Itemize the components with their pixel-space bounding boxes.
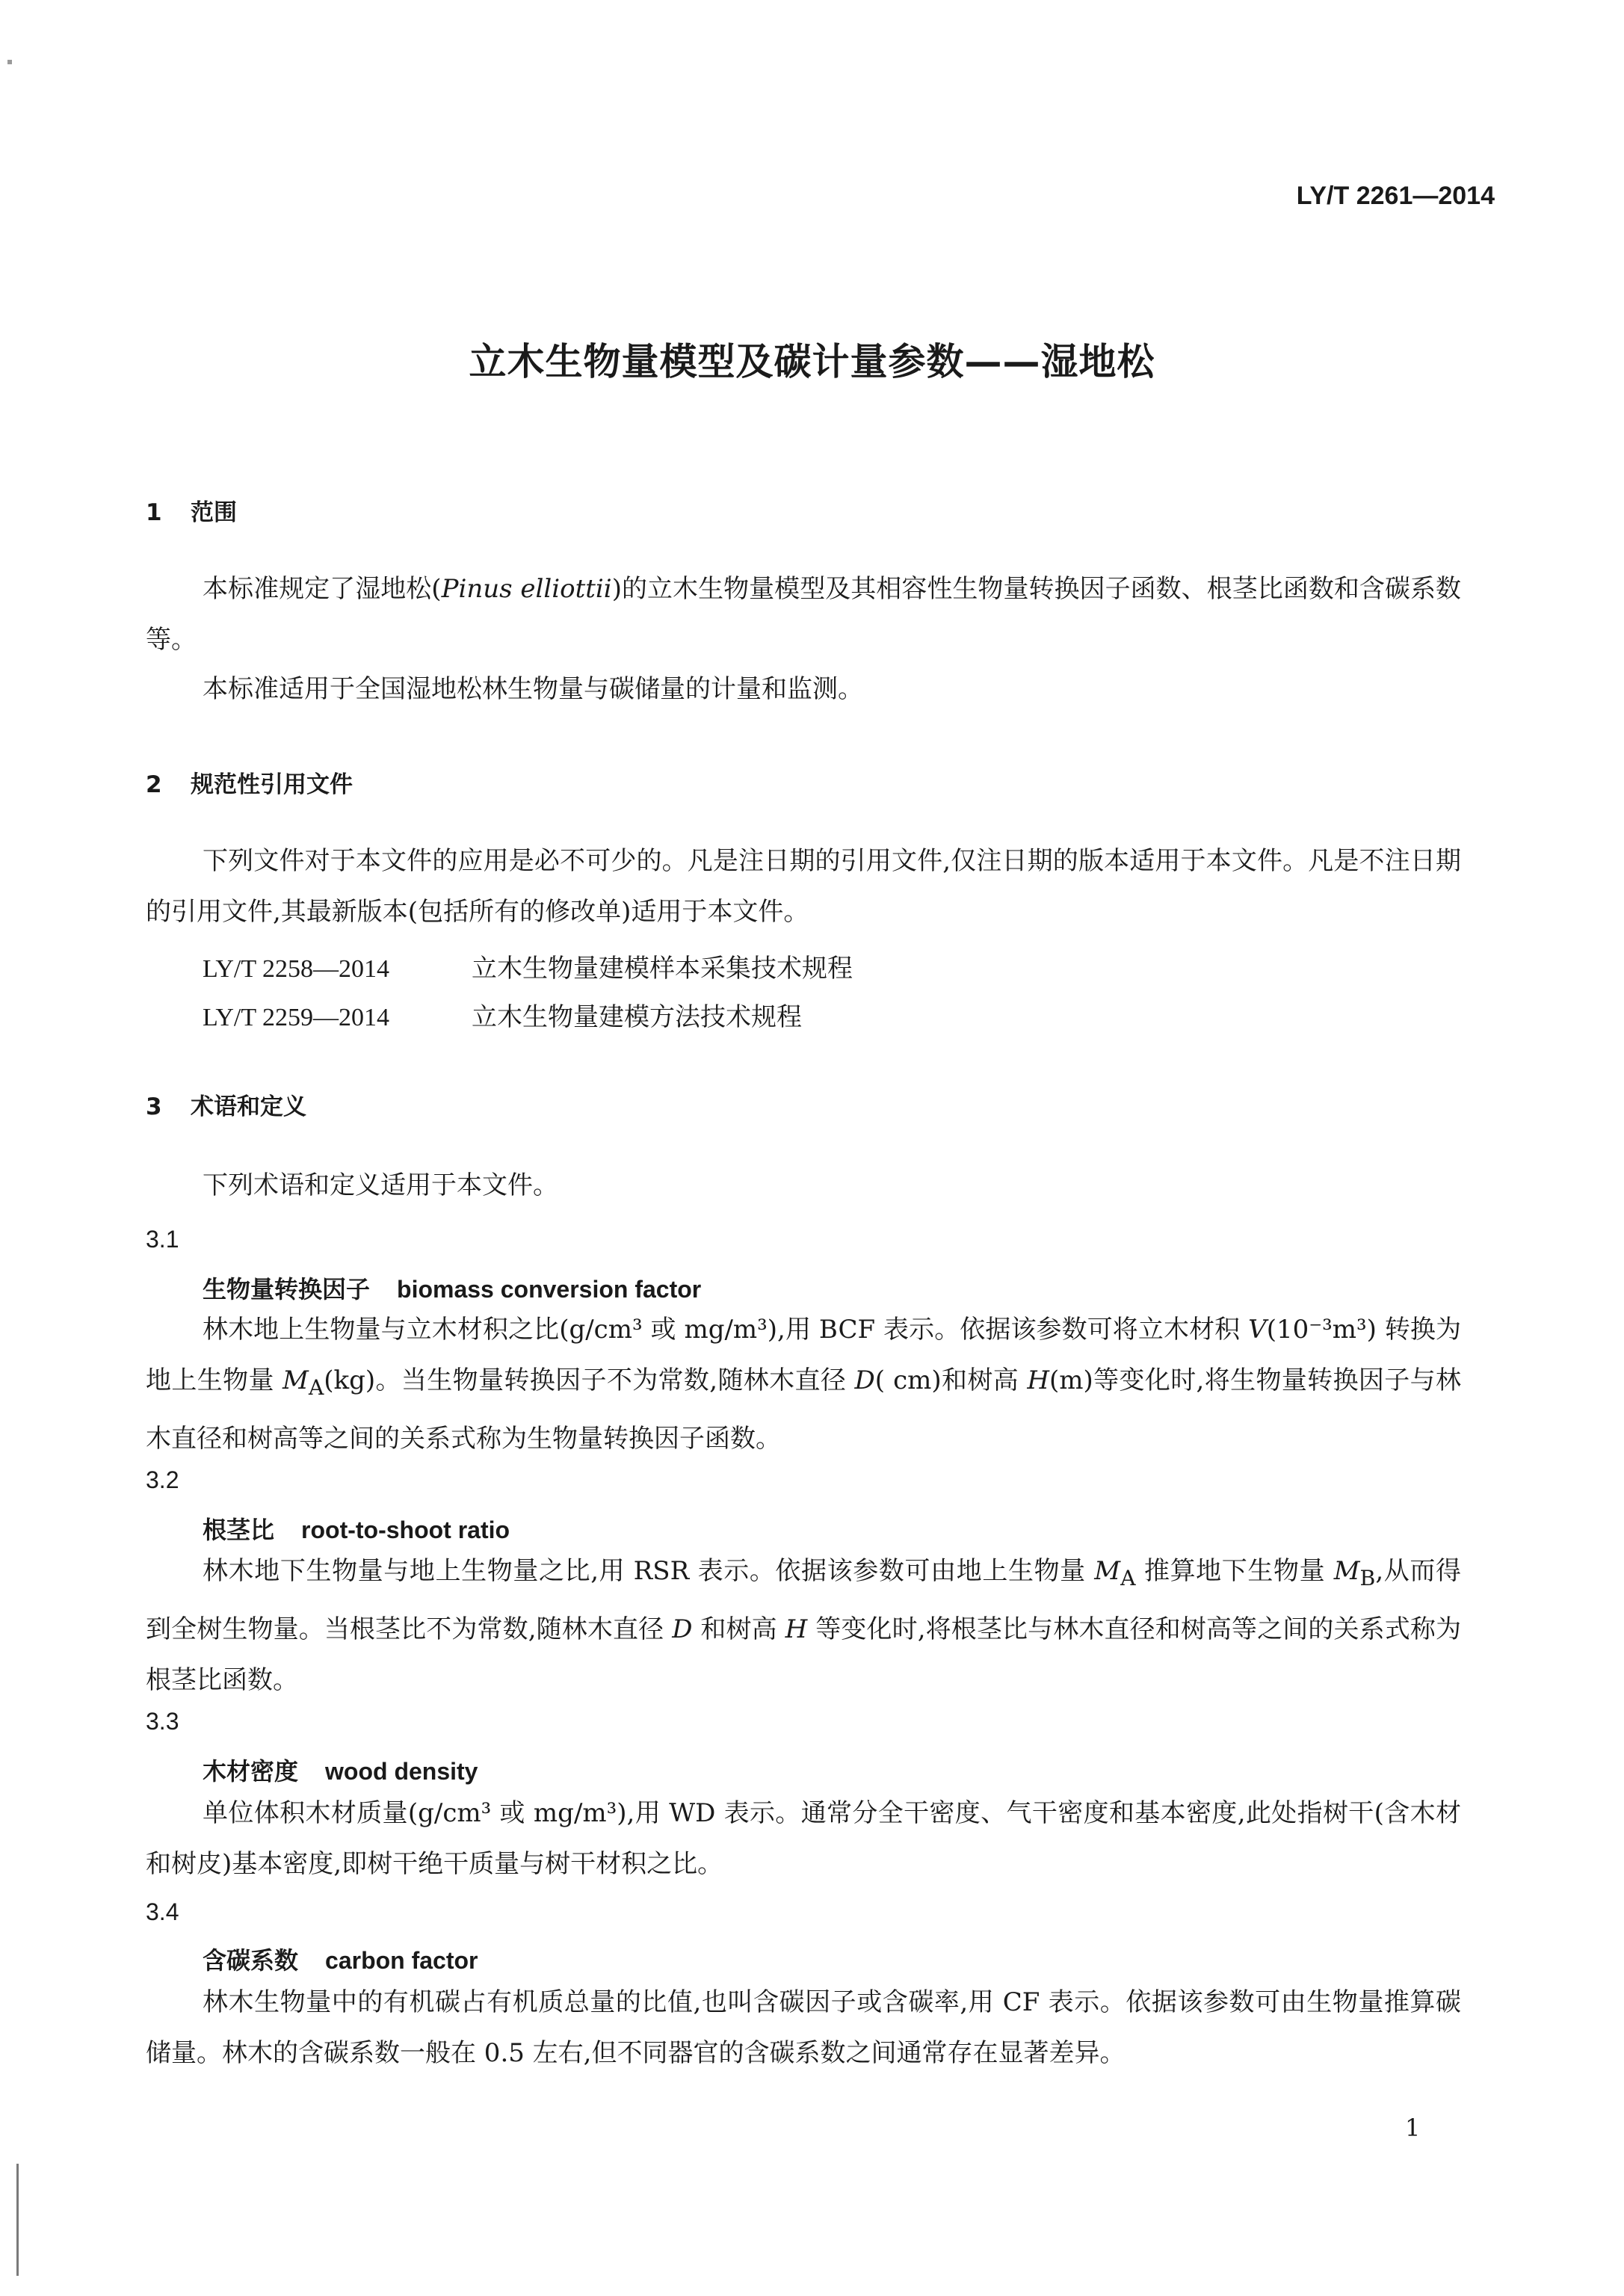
term-zh: 含碳系数 (203, 1946, 299, 1975)
scan-speck (7, 60, 12, 64)
section-number: 1 (146, 499, 162, 526)
section-1-paragraph-1: 本标准规定了湿地松(Pinus elliottii)的立木生物量模型及其相容性生物量转换因子函数、根茎比函数和含碳系数等。 (146, 574, 1462, 655)
document-title: 立木生物量模型及碳计量参数——湿地松 (469, 340, 1155, 383)
reference-title: 立木生物量建模方法技术规程 (472, 1002, 802, 1032)
reference-code: LY/T 2259—2014 (203, 1004, 390, 1031)
section-2-paragraph: 下列文件对于本文件的应用是必不可少的。凡是注日期的引用文件,仅注日期的版本适用于本文件。凡是不注日期的引用文件,其最新版本(包括所有的修改单)适用于本文件。 (146, 846, 1461, 927)
section-1-paragraph-2: 本标准适用于全国湿地松林生物量与碳储量的计量和监测。 (203, 674, 863, 704)
section-3-intro: 下列术语和定义适用于本文件。 (203, 1170, 558, 1200)
term-zh: 木材密度 (203, 1757, 299, 1786)
term-number: 3.1 (146, 1226, 179, 1253)
section-title: 范围 (191, 499, 237, 526)
term-heading (203, 1942, 478, 1976)
reference-title: 立木生物量建模样本采集技术规程 (472, 954, 853, 984)
section-2-heading (146, 765, 353, 799)
term-zh: 根茎比 (203, 1516, 275, 1544)
section-number: 3 (146, 1093, 162, 1120)
term-en: carbon factor (325, 1947, 478, 1974)
standard-code: LY/T 2261—2014 (1296, 182, 1495, 210)
term-definition: 单位体积木材质量(g/cm³ 或 mg/m³),用 WD 表示。通常分全干密度、气干密度和基本密度,此处指树干(含木材和树皮)基本密度,即树干绝干质量与树干材积之比。 (146, 1798, 1461, 1879)
term-en: wood density (325, 1758, 478, 1785)
section-number: 2 (146, 771, 162, 798)
term-en: biomass conversion factor (397, 1276, 702, 1303)
term-number: 3.2 (146, 1466, 179, 1493)
section-3-heading (146, 1087, 306, 1121)
term-number: 3.4 (146, 1898, 179, 1925)
term-zh: 生物量转换因子 (203, 1275, 371, 1303)
scan-edge-mark (16, 2164, 19, 2276)
term-heading (203, 1753, 478, 1787)
reference-item (203, 948, 853, 984)
term-definition: 林木生物量中的有机碳占有机质总量的比值,也叫含碳因子或含碳率,用 CF 表示。依据该参数可由生物量推算碳储量。林木的含碳系数一般在 0.5 左右,但不同器官的含碳系数之间通常存在显著差异。 (146, 1987, 1461, 2068)
term-heading (203, 1271, 701, 1305)
term-number: 3.3 (146, 1708, 179, 1735)
section-title: 术语和定义 (191, 1093, 306, 1120)
term-definition: 林木地下生物量与地上生物量之比,用 RSR 表示。依据该参数可由地上生物量 $M_A$ 推算地下生物量 $M_B$,从而得到全树生物量。当根茎比不为常数,随林木直径 D 和树高 H 等变化时,将根茎比与林木直径和树高等之间的关系式称为根茎比函数。 (146, 1556, 1461, 1695)
reference-item (203, 996, 802, 1033)
latin-species-name: Pinus elliottii (441, 574, 612, 604)
page-number: 1 (1405, 2114, 1421, 2142)
term-heading (203, 1511, 510, 1546)
term-definition: 林木地上生物量与立木材积之比(g/cm³ 或 mg/m³),用 BCF 表示。依据该参数可将立木材积 V(10⁻³m³) 转换为地上生物量 $M_A(kg)$。当生物量转换因子不为常数,随林木直径 D( cm)和树高 H(m)等变化时,将生物量转换因子与林木直径和树高等之间的关系式称为生物量转换因子函数。 (146, 1315, 1462, 1454)
section-title: 规范性引用文件 (191, 771, 353, 798)
term-en: root-to-shoot ratio (301, 1516, 510, 1543)
reference-code: LY/T 2258—2014 (203, 955, 390, 983)
section-1-heading (146, 493, 237, 527)
